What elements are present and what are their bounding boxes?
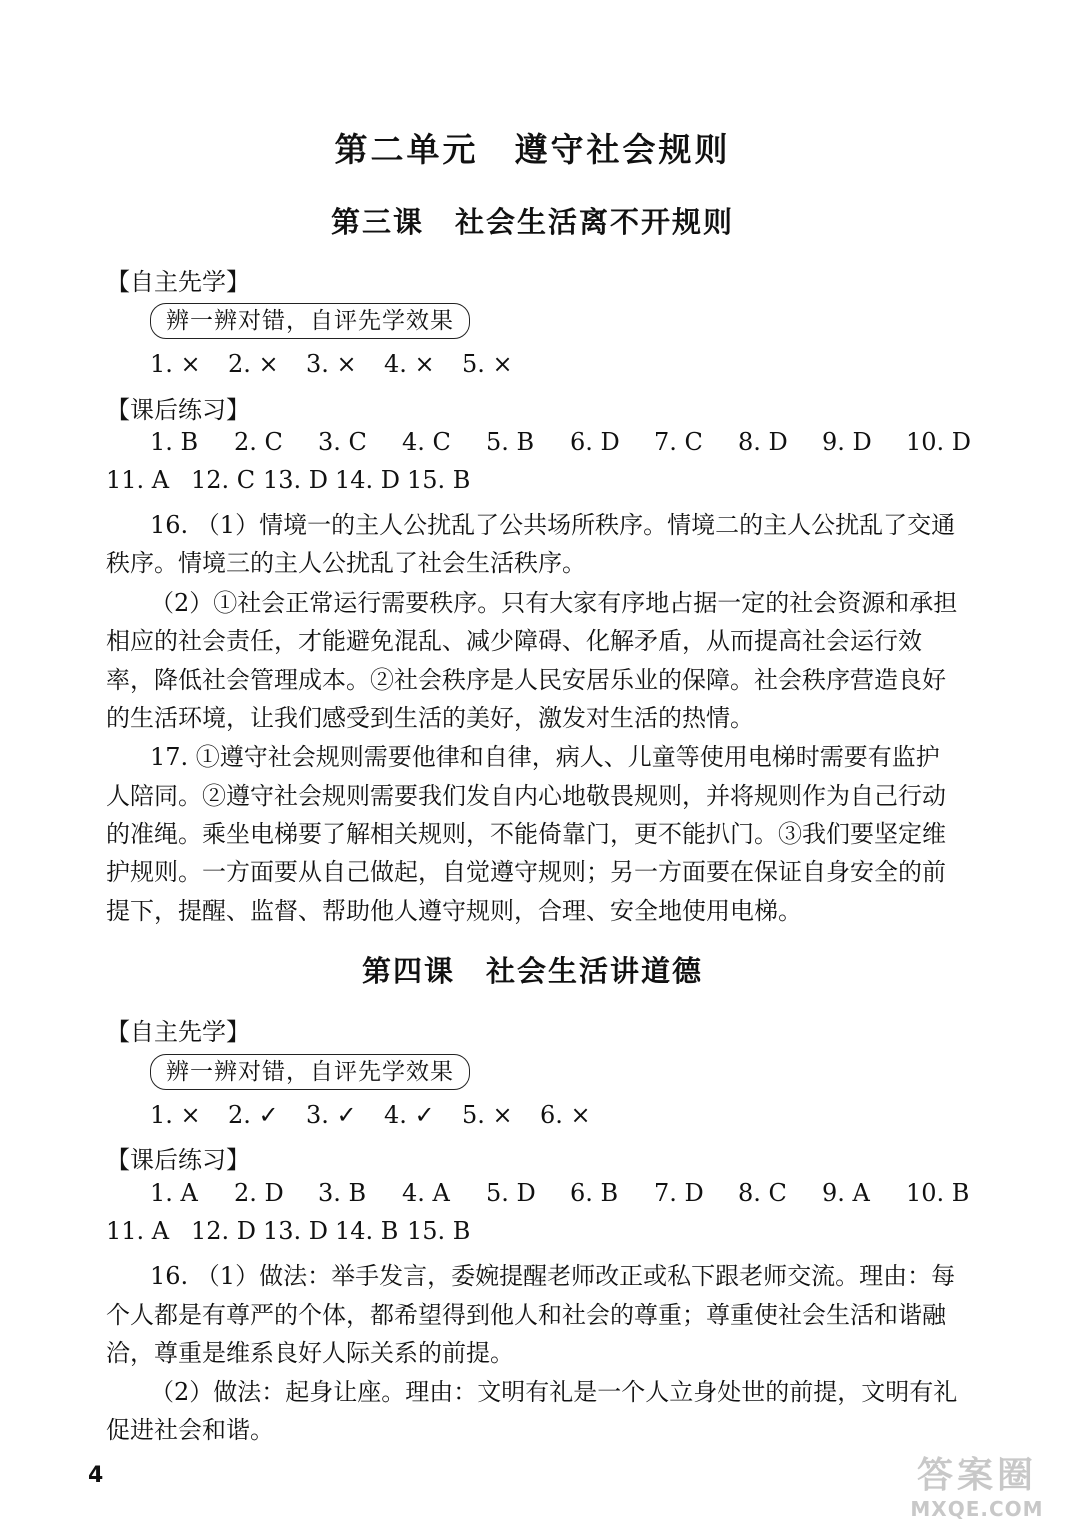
answer-item: 3. C — [318, 428, 367, 456]
answer-item: 6. B — [570, 1179, 619, 1207]
answer-item: 15. B — [407, 466, 471, 494]
lesson-4-q16-line: （2）做法：起身让座。理由：文明有礼是一个人立身处世的前提，文明有礼 — [150, 1378, 958, 1406]
answer-item: 7. C — [654, 428, 703, 456]
unit-title: 第二单元 遵守社会规则 — [334, 130, 731, 169]
answer-item: 5. D — [486, 1179, 536, 1207]
lesson-3-q17-line: 人陪同。②遵守社会规则需要我们发自内心地敬畏规则，并将规则作为自己行动 — [106, 782, 946, 810]
answer-item: 6. × — [540, 1101, 591, 1129]
answer-item: 1. B — [150, 428, 199, 456]
answer-item: 11. A — [106, 466, 170, 494]
lesson-3-q16-line: （2）①社会正常运行需要秩序。只有大家有序地占据一定的社会资源和承担 — [150, 589, 958, 617]
answer-item: 8. D — [738, 428, 788, 456]
answer-item: 15. B — [407, 1217, 471, 1245]
answer-item: 2. ✓ — [228, 1101, 279, 1129]
lesson-3-mc-row-2 — [106, 466, 479, 494]
answer-item: 4. ✓ — [384, 1101, 435, 1129]
answer-item: 4. A — [402, 1179, 450, 1207]
answer-item: 14. B — [335, 1217, 399, 1245]
lesson-3-q16-line: 的生活环境，让我们感受到生活的美好，激发对生活的热情。 — [106, 704, 754, 732]
answer-item: 3. ✓ — [306, 1101, 357, 1129]
lesson-4-q16-line: 促进社会和谐。 — [106, 1416, 274, 1444]
answer-item: 2. D — [234, 1179, 284, 1207]
watermark-logo — [902, 1456, 1052, 1528]
answer-item: 2. C — [234, 428, 283, 456]
answer-item: 7. D — [654, 1179, 704, 1207]
answer-item: 3. × — [306, 350, 357, 378]
lesson-4-self-study-heading: 【自主先学】 — [106, 1018, 250, 1046]
answer-item: 12. C — [191, 466, 256, 494]
lesson-3-q16-line: 秩序。情境三的主人公扰乱了社会生活秩序。 — [106, 549, 586, 577]
answer-item: 6. D — [570, 428, 620, 456]
lesson-4-tf-answers — [150, 1101, 618, 1129]
lesson-3-q17-line: 的准绳。乘坐电梯要了解相关规则，不能倚靠门，更不能扒门。③我们要坚定维 — [106, 820, 946, 848]
lesson-4-practice-heading: 【课后练习】 — [106, 1146, 250, 1174]
lesson-4-tag-label: 辨一辨对错，自评先学效果 — [150, 1054, 470, 1090]
answer-item: 13. D — [263, 466, 329, 494]
answer-item: 8. C — [738, 1179, 787, 1207]
lesson-3-q16-line: 16. （1）情境一的主人公扰乱了公共场所秩序。情境二的主人公扰乱了交通 — [150, 511, 956, 539]
lesson-3-tf-answers — [150, 350, 540, 378]
answer-item: 5. B — [486, 428, 535, 456]
answer-item: 14. D — [335, 466, 401, 494]
lesson-3-practice-heading: 【课后练习】 — [106, 396, 250, 424]
lesson-3-tag-label: 辨一辨对错，自评先学效果 — [150, 303, 470, 339]
lesson-3-q17-line: 17. ①遵守社会规则需要他律和自律，病人、儿童等使用电梯时需要有监护 — [150, 743, 940, 771]
lesson-3-mc-row-1 — [150, 428, 971, 456]
lesson-3-q17-line: 提下，提醒、监督、帮助他人遵守规则，合理、安全地使用电梯。 — [106, 897, 802, 925]
lesson-4-title: 第四课 社会生活讲道德 — [361, 954, 703, 988]
lesson-3-q16-line: 相应的社会责任，才能避免混乱、减少障碍、化解矛盾，从而提高社会运行效 — [106, 627, 922, 655]
answer-item: 13. D — [263, 1217, 329, 1245]
answer-item: 2. × — [228, 350, 279, 378]
watermark-title: 答案圈 — [916, 1455, 1037, 1496]
lesson-3-self-study-heading: 【自主先学】 — [106, 268, 250, 296]
lesson-4-mc-row-2 — [106, 1217, 479, 1245]
lesson-4-q16-line: 个人都是有尊严的个体，都希望得到他人和社会的尊重；尊重使社会生活和谐融 — [106, 1301, 946, 1329]
answer-item: 10. D — [906, 428, 972, 456]
answer-item: 4. × — [384, 350, 435, 378]
answer-item: 11. A — [106, 1217, 170, 1245]
answer-item: 12. D — [191, 1217, 257, 1245]
lesson-3-q16-line: 率，降低社会管理成本。②社会秩序是人民安居乐业的保障。社会秩序营造良好 — [106, 666, 946, 694]
watermark-url: MXQE.COM — [910, 1497, 1044, 1521]
lesson-4-mc-row-1 — [150, 1179, 969, 1207]
answer-item: 4. C — [402, 428, 451, 456]
lesson-3-q17-line: 护规则。一方面要从自己做起，自觉遵守规则；另一方面要在保证自身安全的前 — [106, 858, 946, 886]
answer-item: 5. × — [462, 350, 513, 378]
answer-item: 9. A — [822, 1179, 870, 1207]
lesson-4-q16-line: 16. （1）做法：举手发言，委婉提醒老师改正或私下跟老师交流。理由：每 — [150, 1262, 956, 1290]
page-number: 4 — [88, 1463, 104, 1488]
answer-item: 1. A — [150, 1179, 198, 1207]
answer-item: 3. B — [318, 1179, 367, 1207]
answer-item: 10. B — [906, 1179, 970, 1207]
answer-item: 5. × — [462, 1101, 513, 1129]
answer-item: 9. D — [822, 428, 872, 456]
answer-item: 1. × — [150, 350, 201, 378]
lesson-3-title: 第三课 社会生活离不开规则 — [330, 205, 734, 239]
answer-item: 1. × — [150, 1101, 201, 1129]
lesson-4-q16-line: 洽，尊重是维系良好人际关系的前提。 — [106, 1339, 514, 1367]
